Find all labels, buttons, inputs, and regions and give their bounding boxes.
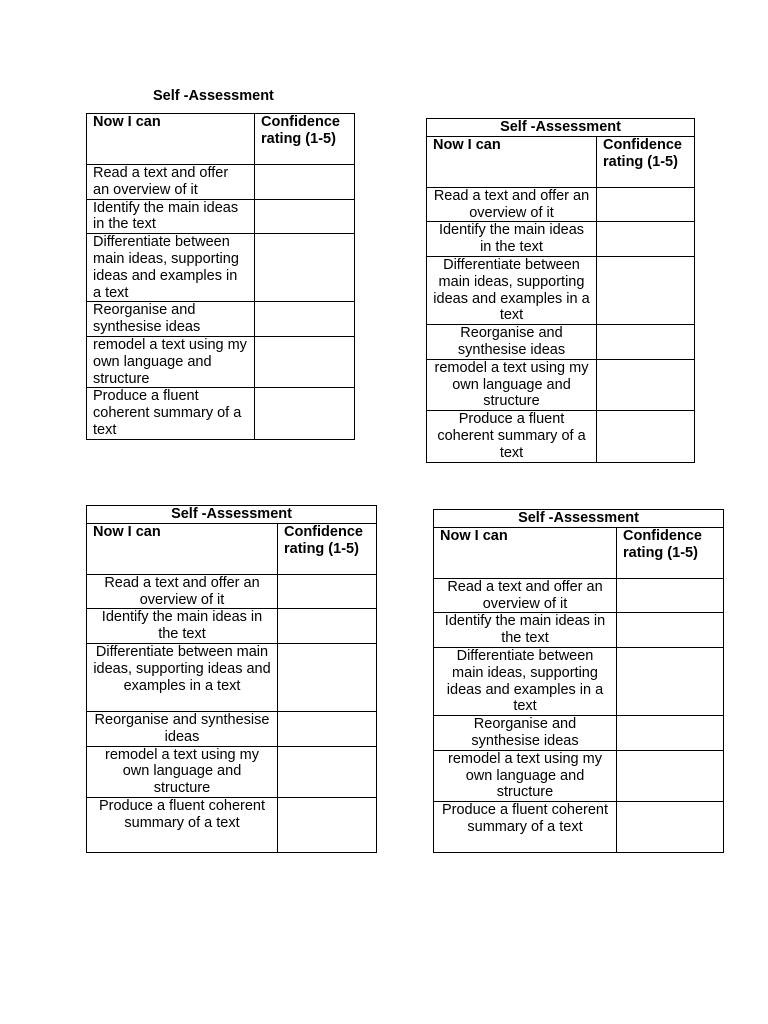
table-row bbox=[87, 234, 355, 302]
rating-cell[interactable] bbox=[597, 325, 695, 360]
card-title: Self -Assessment bbox=[434, 510, 724, 528]
table-row bbox=[427, 222, 695, 257]
rating-cell[interactable] bbox=[278, 711, 377, 746]
confidence-rating-header: Confidence rating (1-5) bbox=[597, 136, 695, 187]
confidence-rating-header: Confidence rating (1-5) bbox=[278, 523, 377, 574]
rating-cell[interactable] bbox=[255, 302, 355, 337]
table-row bbox=[427, 325, 695, 360]
table-row bbox=[434, 750, 724, 801]
table-row bbox=[87, 797, 377, 852]
rating-cell[interactable] bbox=[255, 199, 355, 234]
skill-item: Produce a fluent coherent summary of a text bbox=[87, 797, 278, 852]
table-row bbox=[87, 199, 355, 234]
table-row bbox=[434, 802, 724, 853]
table-row bbox=[87, 165, 355, 200]
skill-item: Produce a fluent coherent summary of a text bbox=[434, 802, 617, 853]
rating-cell[interactable] bbox=[278, 643, 377, 711]
now-i-can-header: Now I can bbox=[87, 523, 278, 574]
now-i-can-header: Now I can bbox=[427, 136, 597, 187]
table-row bbox=[87, 609, 377, 644]
confidence-rating-header: Confidence rating (1-5) bbox=[255, 114, 355, 165]
rating-cell[interactable] bbox=[597, 411, 695, 462]
rating-cell[interactable] bbox=[617, 802, 724, 853]
rating-cell[interactable] bbox=[617, 647, 724, 715]
table-row bbox=[434, 647, 724, 715]
rating-cell[interactable] bbox=[255, 165, 355, 200]
table-row bbox=[87, 711, 377, 746]
title-row bbox=[427, 119, 695, 137]
skill-item: Identify the main ideas in the text bbox=[87, 609, 278, 644]
self-assessment-table bbox=[86, 113, 355, 440]
rating-cell[interactable] bbox=[278, 746, 377, 797]
table-row bbox=[434, 613, 724, 648]
header-row bbox=[87, 523, 377, 574]
skill-item: remodel a text using my own language and structure bbox=[87, 336, 255, 387]
rating-cell[interactable] bbox=[597, 187, 695, 222]
skill-item: Reorganise and synthesise ideas bbox=[87, 302, 255, 337]
card-title: Self -Assessment bbox=[153, 88, 274, 104]
title-row bbox=[87, 506, 377, 524]
self-assessment-card-3 bbox=[86, 505, 376, 851]
skill-item: Read a text and offer an overview of it bbox=[87, 165, 255, 200]
rating-cell[interactable] bbox=[278, 574, 377, 609]
skill-item: remodel a text using my own language and structure bbox=[434, 750, 617, 801]
rating-cell[interactable] bbox=[597, 256, 695, 324]
skill-item: Reorganise and synthesise ideas bbox=[434, 716, 617, 751]
now-i-can-header: Now I can bbox=[87, 114, 255, 165]
skill-item: Differentiate between main ideas, supporting ideas and examples in a text bbox=[427, 256, 597, 324]
skill-item: Produce a fluent coherent summary of a text bbox=[87, 388, 255, 439]
table-row bbox=[427, 187, 695, 222]
self-assessment-card-2 bbox=[426, 118, 694, 460]
table-row bbox=[427, 359, 695, 410]
table-row bbox=[87, 746, 377, 797]
rating-cell[interactable] bbox=[255, 336, 355, 387]
rating-cell[interactable] bbox=[617, 613, 724, 648]
rating-cell[interactable] bbox=[255, 388, 355, 439]
title-row bbox=[434, 510, 724, 528]
card-title: Self -Assessment bbox=[87, 506, 377, 524]
skill-item: Read a text and offer an overview of it bbox=[434, 578, 617, 613]
self-assessment-card-4 bbox=[433, 509, 723, 851]
card-title: Self -Assessment bbox=[427, 119, 695, 137]
skill-item: Identify the main ideas in the text bbox=[434, 613, 617, 648]
table-row bbox=[87, 643, 377, 711]
header-row bbox=[434, 527, 724, 578]
rating-cell[interactable] bbox=[255, 234, 355, 302]
table-row bbox=[427, 256, 695, 324]
rating-cell[interactable] bbox=[617, 750, 724, 801]
skill-item: Differentiate between main ideas, supporting ideas and examples in a text bbox=[87, 643, 278, 711]
skill-item: Identify the main ideas in the text bbox=[427, 222, 597, 257]
rating-cell[interactable] bbox=[597, 222, 695, 257]
rating-cell[interactable] bbox=[617, 716, 724, 751]
self-assessment-card-1 bbox=[86, 87, 354, 437]
rating-cell[interactable] bbox=[278, 609, 377, 644]
self-assessment-table bbox=[86, 505, 377, 853]
table-row bbox=[434, 716, 724, 751]
rating-cell[interactable] bbox=[597, 359, 695, 410]
table-row bbox=[427, 411, 695, 462]
skill-item: Read a text and offer an overview of it bbox=[427, 187, 597, 222]
table-row bbox=[87, 574, 377, 609]
skill-item: Produce a fluent coherent summary of a text bbox=[427, 411, 597, 462]
now-i-can-header: Now I can bbox=[434, 527, 617, 578]
self-assessment-table bbox=[426, 118, 695, 463]
table-row bbox=[87, 388, 355, 439]
table-row bbox=[434, 578, 724, 613]
skill-item: remodel a text using my own language and structure bbox=[87, 746, 278, 797]
skill-item: Reorganise and synthesise ideas bbox=[87, 711, 278, 746]
skill-item: Read a text and offer an overview of it bbox=[87, 574, 278, 609]
skill-item: Identify the main ideas in the text bbox=[87, 199, 255, 234]
skill-item: Differentiate between main ideas, supporting ideas and examples in a text bbox=[87, 234, 255, 302]
self-assessment-table bbox=[433, 509, 724, 853]
skill-item: Differentiate between main ideas, supporting ideas and examples in a text bbox=[434, 647, 617, 715]
rating-cell[interactable] bbox=[278, 797, 377, 852]
confidence-rating-header: Confidence rating (1-5) bbox=[617, 527, 724, 578]
skill-item: remodel a text using my own language and structure bbox=[427, 359, 597, 410]
header-row bbox=[87, 114, 355, 165]
table-row bbox=[87, 302, 355, 337]
header-row bbox=[427, 136, 695, 187]
rating-cell[interactable] bbox=[617, 578, 724, 613]
skill-item: Reorganise and synthesise ideas bbox=[427, 325, 597, 360]
table-row bbox=[87, 336, 355, 387]
